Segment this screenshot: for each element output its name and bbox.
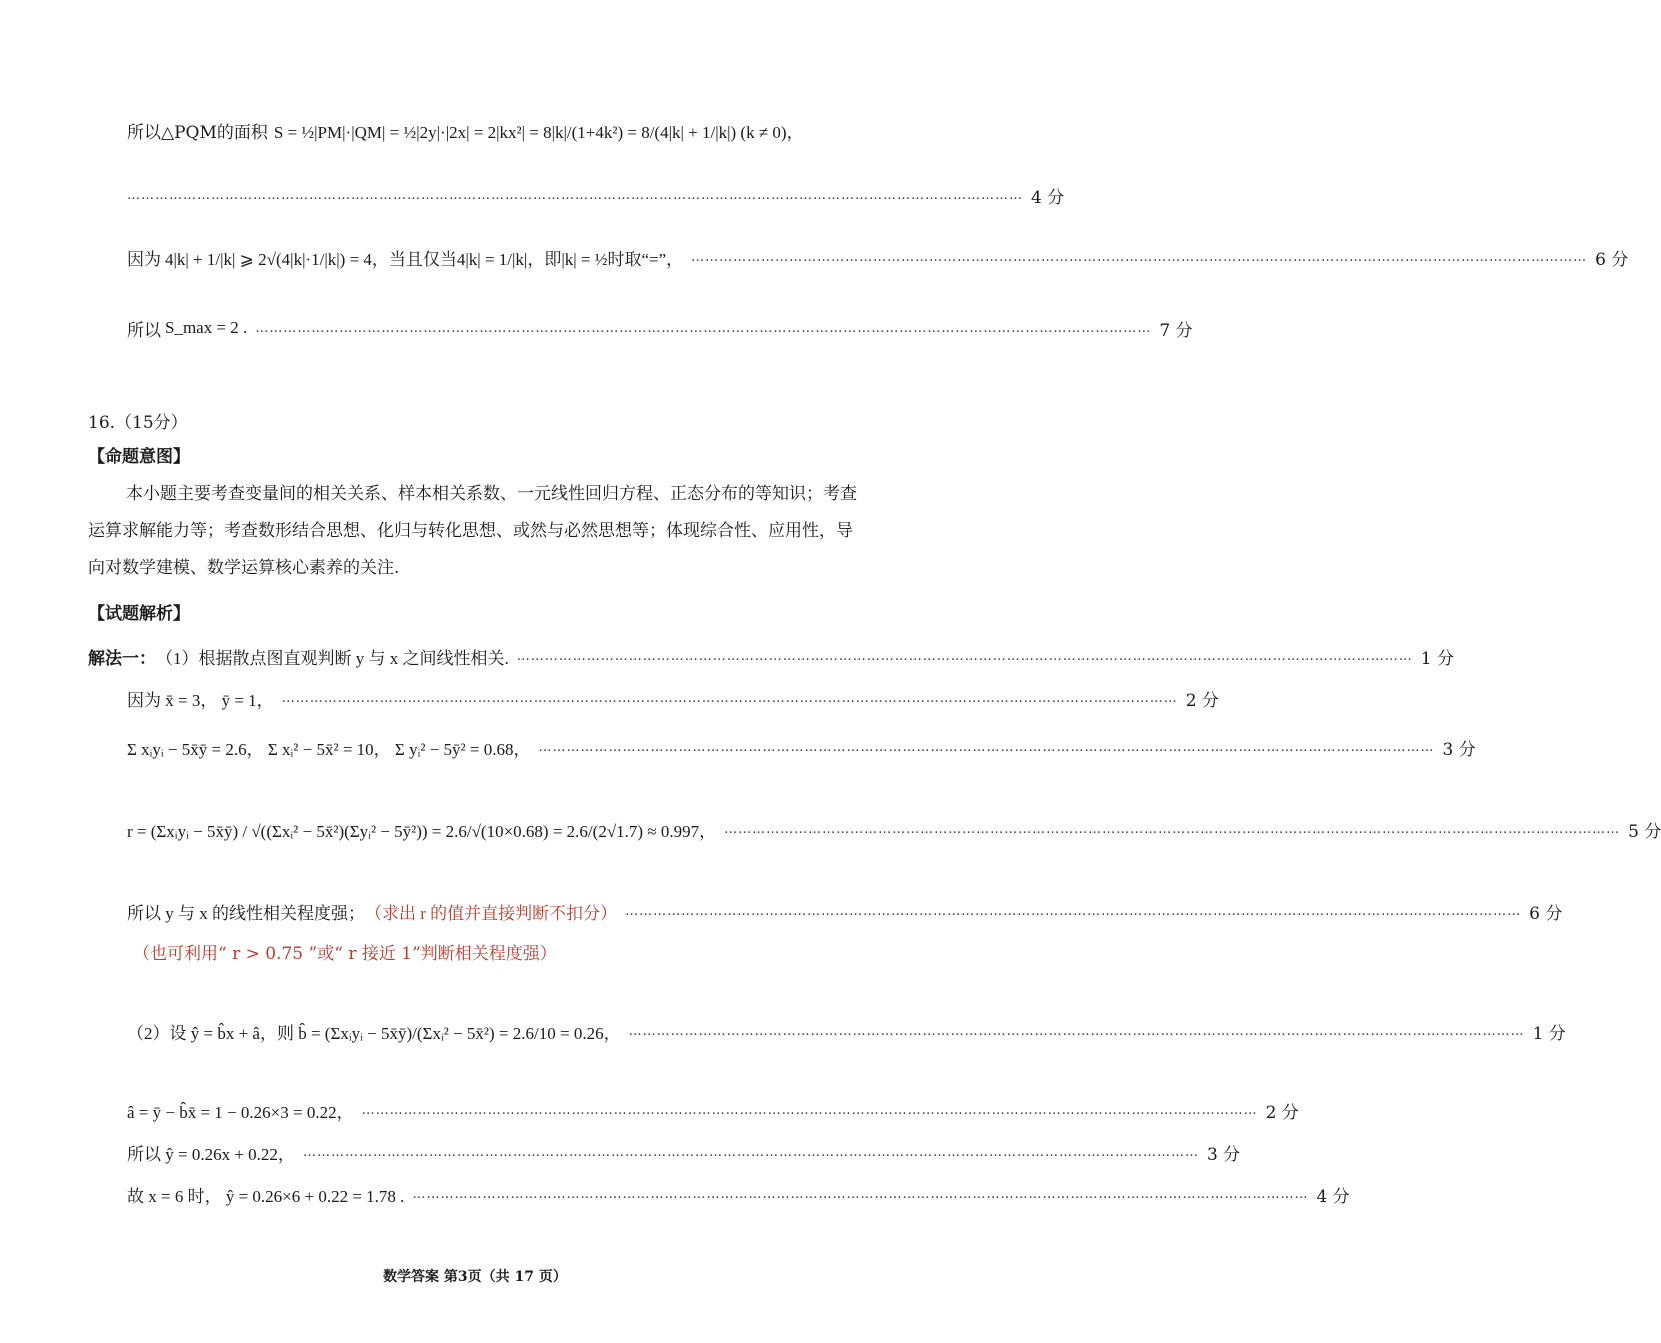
leader-dots: …………………………………………………………………………………………………………………………………………………………………………: [361, 1102, 1258, 1118]
red-note-inline: （求出 r 的值并直接判断不扣分）: [365, 903, 618, 923]
analysis-heading: 【试题解析】: [88, 604, 190, 624]
step-text: 所以 y 与 x 的线性相关程度强；: [127, 903, 365, 923]
area-score-line: [127, 180, 1065, 210]
red-note: （也可利用“ r > 0.75 ”或“ r 接近 1”判断相关程度强）: [133, 944, 557, 964]
leader-dots: …………………………………………………………………………………………………………………………………………………………………………: [628, 1023, 1525, 1039]
score: 3 分: [1206, 1144, 1241, 1165]
ineq-line: [127, 242, 1629, 272]
smax-lead: 所以: [127, 320, 161, 341]
score: 5 分: [1628, 821, 1661, 842]
step-text: 故 x = 6 时， ŷ = 0.26×6 + 0.22 = 1.78 .: [127, 1186, 405, 1206]
question-number: 16.（15分）: [88, 413, 188, 433]
leader-dots: …………………………………………………………………………………………………………………………………………………………………………: [625, 903, 1522, 919]
score: 2 分: [1265, 1102, 1299, 1123]
step-text: r = (Σxᵢyᵢ − 5x̄ȳ) / √((Σxᵢ² − 5x̄²)(Σyᵢ² − 5ȳ²)) = 2.6/√(10×0.68) = 2.6/(2√1.7) ≈ 0.997，: [127, 821, 717, 841]
leader-dots: …………………………………………………………………………………………………………………………………………………………………………: [281, 690, 1178, 706]
score: 6 分: [1595, 249, 1629, 270]
leader-dots: …………………………………………………………………………………………………………………………………………………………………………: [538, 739, 1435, 755]
page-footer: 数学答案 第3页（共 17 页）: [383, 1269, 567, 1285]
part2-step-2: [127, 1095, 1299, 1125]
step-text: 所以 ŷ = 0.26x + 0.22，: [127, 1144, 295, 1164]
step-text: â = ȳ − b̂x̄ = 1 − 0.26×3 = 0.22，: [127, 1102, 354, 1122]
step-text: 因为 x̄ = 3， ȳ = 1，: [127, 690, 274, 710]
score: 1 分: [1532, 1023, 1566, 1044]
step-text: （2）设 ŷ = b̂x + â，则 b̂ = (Σxᵢyᵢ − 5x̄ȳ)/(Σxᵢ² − 5x̄²) = 2.6/10 = 0.26，: [127, 1023, 621, 1043]
part2-step-4: [127, 1179, 1350, 1209]
ineq-formula: 4|k| + 1/|k| ⩾ 2√(4|k|·1/|k|) = 4，当且仅当4|k| = 1/|k|，即|k| = ½时取“=”，: [165, 249, 684, 269]
ineq-lead: 因为: [127, 249, 161, 270]
step-text: Σ xᵢyᵢ − 5x̄ȳ = 2.6， Σ xᵢ² − 5x̄² = 10， Σ yᵢ² − 5ȳ² = 0.68，: [127, 739, 531, 759]
score: 6 分: [1529, 903, 1563, 924]
score: 1 分: [1420, 648, 1454, 669]
step-1: [88, 641, 1454, 671]
step-text: （1）根据散点图直观判断 y 与 x 之间线性相关.: [156, 648, 509, 668]
score: 7 分: [1159, 320, 1193, 341]
score: 3 分: [1442, 739, 1476, 760]
leader-dots: …………………………………………………………………………………………………………………………………………………………………………: [302, 1144, 1199, 1160]
leader-dots: …………………………………………………………………………………………………………………………………………………………………………: [691, 249, 1588, 265]
part2-step-1: [127, 1016, 1566, 1046]
leader-dots: …………………………………………………………………………………………………………………………………………………………………………: [724, 821, 1621, 837]
score: 4 分: [1031, 187, 1065, 208]
method-label: 解法一：: [88, 648, 156, 669]
step-3: [127, 732, 1476, 762]
leader-dots: …………………………………………………………………………………………………………………………………………………………………………: [516, 648, 1413, 664]
step-2: [127, 683, 1219, 713]
intent-text: 本小题主要考查变量间的相关关系、样本相关系数、一元线性回归方程、正态分布的等知识；考查运算求解能力等；考查数形结合思想、化归与转化思想、或然与必然思想等；体现综合性、应用性，导向对数学建模、数学运算核心素养的关注.: [88, 484, 857, 578]
leader-dots: …………………………………………………………………………………………………………………………………………………………………………: [127, 187, 1023, 203]
area-lead: 所以△PQM的面积: [127, 122, 268, 143]
score: 2 分: [1185, 690, 1219, 711]
part2-step-3: [127, 1137, 1241, 1167]
smax-formula: S_max = 2 .: [165, 318, 248, 337]
area-line: [127, 100, 861, 160]
intent-heading: 【命题意图】: [88, 447, 190, 467]
leader-dots: …………………………………………………………………………………………………………………………………………………………………………: [255, 320, 1152, 336]
area-formula: S = ½|PM|·|QM| = ½|2y|·|2x| = 2|kx²| = 8|k|/(1+4k²) = 8/(4|k| + 1/|k|) (k ≠ 0)，: [273, 122, 804, 142]
leader-dots: …………………………………………………………………………………………………………………………………………………………………………: [412, 1186, 1309, 1202]
score: 4 分: [1316, 1186, 1350, 1207]
step-5: [127, 896, 1563, 926]
step-4: [127, 814, 1661, 844]
smax-line: [127, 313, 1193, 343]
